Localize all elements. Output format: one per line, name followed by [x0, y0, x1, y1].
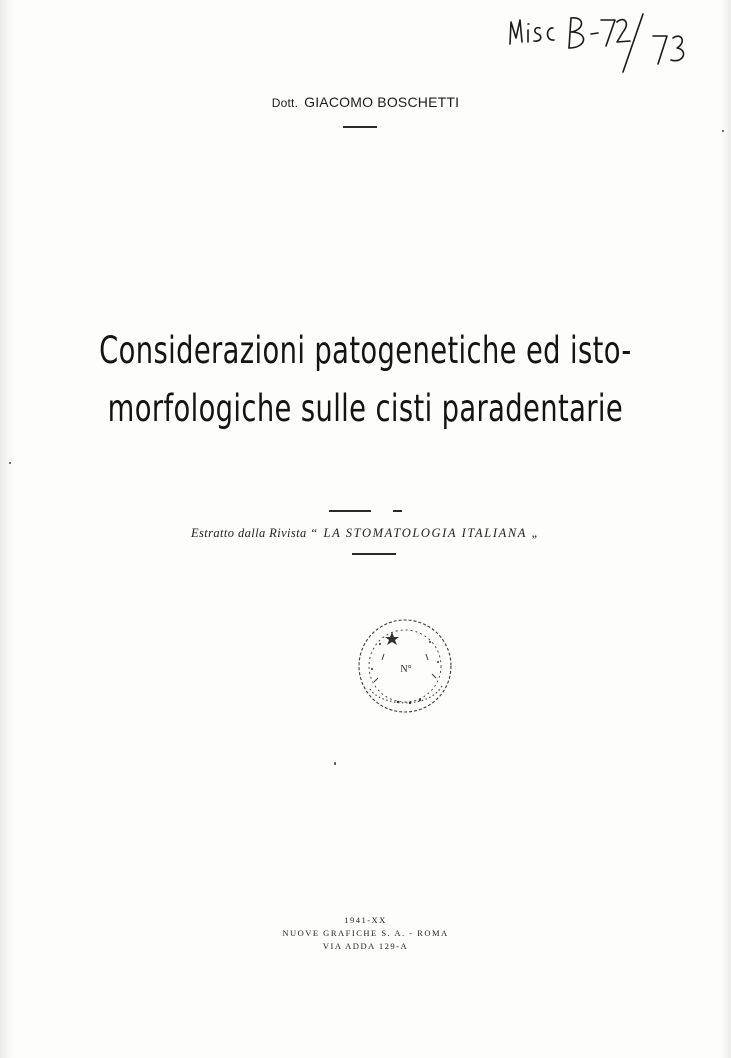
title-line-2: morfologiche sulle cisti paradentarie: [107, 387, 624, 430]
title-line-1: Considerazioni patogenetiche ed isto-: [99, 329, 632, 372]
source-upper-rule: [329, 510, 371, 512]
document-title: [95, 322, 636, 438]
author-underline-rule: [343, 126, 377, 128]
source-lower-rule: [352, 553, 396, 555]
publisher-imprint: [0, 914, 731, 953]
print-speck: [9, 462, 11, 464]
source-prefix: Estratto dalla Rivista: [190, 526, 307, 540]
library-stamp: [350, 614, 460, 724]
imprint-publisher: NUOVE GRAFICHE S. A. - ROMA: [282, 928, 449, 938]
print-speck: [334, 762, 336, 765]
imprint-year: 1941-XX: [344, 915, 387, 925]
handwritten-shelfmark: [505, 8, 720, 78]
author-line: [0, 94, 731, 110]
source-line: [0, 526, 731, 541]
print-speck: [722, 130, 724, 132]
source-journal: “ LA STOMATOLOGIA ITALIANA „: [310, 526, 541, 540]
source-upper-rule-short: [393, 510, 402, 512]
author-prefix: Dott.: [271, 96, 299, 110]
stamp-number-label: N°: [400, 664, 412, 675]
author-name: GIACOMO BOSCHETTI: [304, 94, 460, 110]
imprint-address: VIA ADDA 129-A: [322, 941, 409, 951]
